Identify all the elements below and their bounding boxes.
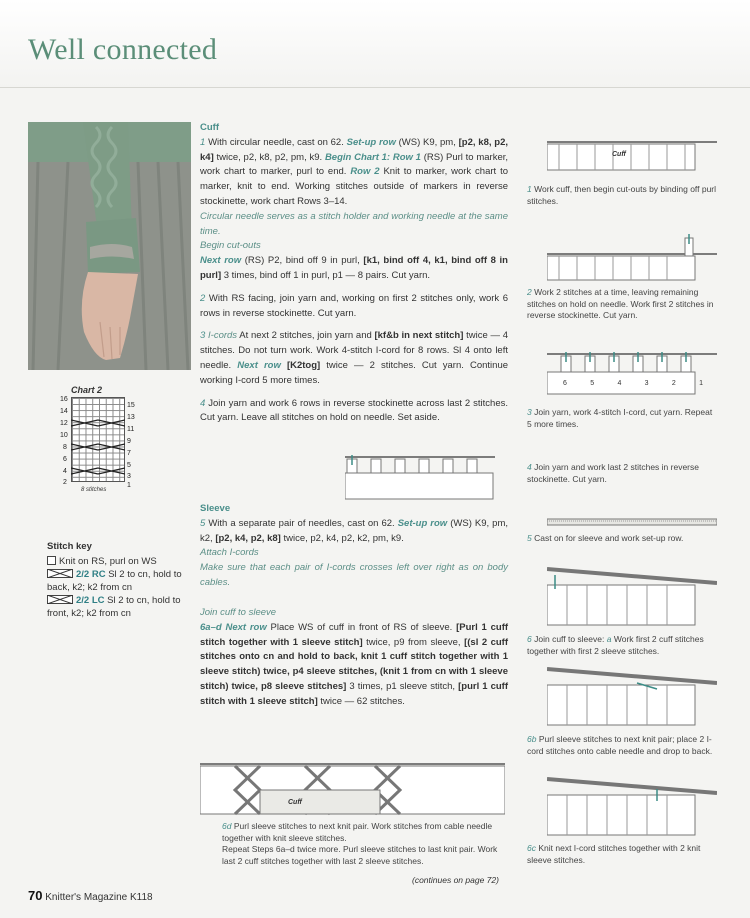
key-rc-text: Sl 2 to cn, hold to back, k2; k2 from cn <box>47 569 182 593</box>
text: (WS) K9, pm, <box>398 136 456 148</box>
text: 3 times, p1 sleeve stitch, <box>349 680 456 692</box>
row-num: 7 <box>127 450 131 457</box>
row-num: 3 <box>127 473 131 480</box>
page-footer <box>28 888 153 903</box>
caption-number: 3 <box>527 407 532 417</box>
text: (RS) Purl to marker, work chart to marker, purl to end. <box>200 151 509 178</box>
page-title: Well connected <box>28 33 218 66</box>
diagram-2 <box>547 232 717 282</box>
diagram-6c <box>547 775 717 837</box>
text: twice, p9 from sleeve, <box>366 636 461 648</box>
row-num: 15 <box>127 402 135 409</box>
diagram-4 <box>345 455 495 501</box>
step-number: 6a–d <box>200 621 222 633</box>
cutout-row <box>200 254 508 284</box>
key-lc <box>47 594 187 620</box>
step-2 <box>200 292 508 322</box>
cuff-label-6d: Cuff <box>288 799 302 806</box>
sleeve-heading: Sleeve <box>200 503 231 514</box>
icord-number: 1 <box>699 380 703 387</box>
text: (WS) K9, pm, k2, <box>200 517 509 544</box>
text: twice — 2 stitches. Cut yarn. Continue working I-cord 5 more times. <box>200 359 509 386</box>
step-4 <box>200 397 508 427</box>
caption-number: 6 <box>527 634 532 644</box>
text: Begin Chart 1: Row 1 <box>324 151 421 163</box>
text: twice, p2, k8, p2, pm, k9. <box>216 151 323 163</box>
text: Join yarn and work last 2 stitches in reverse stockinette. Cut yarn. <box>527 462 699 484</box>
text: Next row <box>200 255 242 267</box>
icord-number: 5 <box>590 380 595 387</box>
diagram-3 <box>547 350 717 396</box>
subheading: Join cuff to sleeve <box>200 607 277 618</box>
text: twice — 4 stitches. Do not turn work. Work 4-stitch I-cord for 8 rows. Sl 4 onto left needle. <box>200 330 508 371</box>
text: Join cuff to sleeve: <box>534 634 605 644</box>
text: With RS facing, join yarn and, working on first 2 stitches only, work 6 rows in reverse stockinette. Cut yarn. <box>200 292 509 319</box>
sweater-cuff-photo <box>28 122 191 370</box>
step-3 <box>200 329 508 388</box>
cuff-heading: Cuff <box>200 122 219 133</box>
text: (RS) P2, bind off 9 in purl, <box>244 255 360 267</box>
text: [k1, bind off 4, k1, bind off 8 in purl] <box>200 255 508 281</box>
row-num: 13 <box>127 414 135 421</box>
right-cross-icon <box>47 569 73 578</box>
step-1 <box>200 136 508 210</box>
cuff-label: Cuff <box>612 151 626 158</box>
text: Next row <box>237 359 281 371</box>
icord-number: 4 <box>617 380 622 387</box>
diagram-6b <box>547 665 717 727</box>
text: Work cuff, then begin cut-outs by binding off purl stitches. <box>527 184 717 206</box>
step-number: 5 <box>200 517 206 529</box>
text: Knit next I-cord stitches together with 2 knit sleeve stitches. <box>527 843 701 865</box>
key-rc <box>47 568 187 594</box>
note: Make sure that each pair of I-cords crosses left over right as on body cables. <box>200 562 508 588</box>
text: Place WS of cuff in front of RS of sleeve. <box>270 621 453 633</box>
text: [kf&b in next stitch] <box>374 330 464 342</box>
left-cross-icon <box>47 595 73 604</box>
caption-number: 6b <box>527 734 537 744</box>
text: Purl sleeve stitches to next knit pair. Work stitches from cable needle together with knit sleeve stitches. <box>222 821 493 843</box>
diagram-6a <box>547 565 717 627</box>
text: Cast on for sleeve and work set-up row. <box>534 533 684 543</box>
caption-6a <box>527 634 717 657</box>
text: [purl 1 cuff stitch with 1 sleeve stitch] <box>200 680 509 707</box>
page-number: 70 <box>28 888 43 903</box>
step-number: 3 <box>200 330 206 342</box>
chart-2 <box>55 385 135 515</box>
text: Repeat Steps 6a–d twice more. Purl sleeve stitches to last knit pair. Work last 2 cuff stitches together with last 2 sleeve stitches. <box>222 844 498 866</box>
row-num: 11 <box>127 426 135 433</box>
row-num: 1 <box>127 482 131 489</box>
row-num: 2 <box>63 479 67 486</box>
text: [K2tog] <box>286 359 321 371</box>
text: Purl sleeve stitches to next knit pair; place 2 I-cord stitches onto cable needle and drop to back. <box>527 734 713 756</box>
text: Join yarn, work 4-stitch I-cord, cut yarn. Repeat 5 more times. <box>527 407 713 429</box>
text: Work 2 stitches at a time, leaving remaining stitches on hold on needle. Work first 2 stitches in reverse stockinette. Cut yarn. <box>527 287 714 320</box>
caption-1 <box>527 184 717 207</box>
row-num: 14 <box>60 408 68 415</box>
caption-6b <box>527 734 717 757</box>
row-num: 12 <box>60 420 68 427</box>
text: With a separate pair of needles, cast on 62. <box>208 517 395 529</box>
note: Circular needle serves as a stitch holder and working needle at the same time. <box>200 210 508 237</box>
text: a <box>606 634 612 644</box>
diagram-5 <box>547 515 717 529</box>
step-6 <box>200 621 508 710</box>
text: [p2, k8, p2, k4] <box>200 136 508 163</box>
caption-number: 5 <box>527 533 532 543</box>
page-header <box>0 0 750 88</box>
icord-numbers <box>563 380 703 387</box>
caption-number: 2 <box>527 287 532 297</box>
caption-number: 6c <box>527 843 536 853</box>
caption-number: 1 <box>527 184 532 194</box>
text: With circular needle, cast on 62. <box>208 136 344 148</box>
caption-6d <box>222 821 508 867</box>
row-num: 9 <box>127 438 131 445</box>
row-num: 4 <box>63 468 67 475</box>
row-num: 10 <box>60 432 68 439</box>
text: [Purl 1 cuff stitch together with 1 sleeve stitch] <box>200 621 509 648</box>
caption-3 <box>527 407 717 430</box>
subheading: Attach I-cords <box>200 547 259 559</box>
text: [(sl 2 cuff stitches onto cn and hold to back, knit 1 cuff stitch together with 1 sleeve stitch) twice, p4 sleeve stitches, (knit 1 from cn with 1 sleeve stitch) twice, p8 sleeve stitches] <box>200 636 509 692</box>
caption-2 <box>527 287 717 322</box>
text: Work first 2 cuff stitches together with first 2 sleeve stitches. <box>527 634 704 656</box>
stitch-key-title: Stitch key <box>47 541 92 552</box>
caption-number: 4 <box>527 462 532 472</box>
caption-number: 6d <box>222 821 232 831</box>
step-number: 4 <box>200 397 206 409</box>
text: I-cords <box>208 330 238 342</box>
icord-number: 2 <box>671 380 676 387</box>
text: twice — 62 stitches. <box>320 695 405 707</box>
row-num: 16 <box>60 396 68 403</box>
key-knit-label: Knit on RS, purl on WS <box>59 556 157 567</box>
row-num: 8 <box>63 444 67 451</box>
continues-note: (continues on page 72) <box>412 875 499 885</box>
icord-number: 6 <box>563 380 567 387</box>
text: twice, p2, k4, p2, k2, pm, k9. <box>283 532 404 544</box>
text: Set-up row <box>397 517 448 529</box>
step-5 <box>200 517 508 547</box>
caption-4 <box>527 462 717 485</box>
icord-number: 3 <box>644 380 649 387</box>
caption-5 <box>527 533 717 545</box>
step-number: 2 <box>200 292 206 304</box>
diagram-1 <box>547 140 717 172</box>
text: Set-up row <box>346 136 396 148</box>
key-lc-code: 2/2 LC <box>76 595 105 606</box>
chart-title: Chart 2 <box>71 385 103 395</box>
text: Row 2 <box>350 166 380 178</box>
text: Next row <box>225 621 267 633</box>
sleeve-instructions <box>200 502 508 591</box>
caption-6c <box>527 843 717 866</box>
magazine-title: Knitter's Magazine K118 <box>45 892 153 903</box>
key-rc-code: 2/2 RC <box>76 569 106 580</box>
knit-square-icon <box>47 556 56 565</box>
key-knit <box>47 555 187 568</box>
row-num: 6 <box>63 456 67 463</box>
diagram-6d <box>200 760 505 816</box>
stitch-count-label: 8 stitches <box>81 487 107 493</box>
join-instructions <box>200 606 508 710</box>
text: 3 times, bind off 1 in purl, p1 — 8 pairs. Cut yarn. <box>223 269 431 281</box>
text: Knit to marker, work chart to marker, knit to end. Working stitches outside of markers in reverse stockinette, work chart Rows 3–14. <box>200 166 508 207</box>
key-lc-text: Sl 2 to cn, hold to front, k2; k2 from cn <box>47 595 181 619</box>
row-num: 5 <box>127 462 131 469</box>
subheading: Begin cut-outs <box>200 240 261 252</box>
text: [p2, k4, p2, k8] <box>215 532 281 544</box>
step-number: 1 <box>200 136 206 148</box>
cable-symbols <box>71 397 125 482</box>
text: At next 2 stitches, join yarn and <box>239 330 372 342</box>
stitch-key <box>47 540 187 620</box>
text: Join yarn and work 6 rows in reverse stockinette across last 2 stitches. Cut yarn. Leave all stitches on hold on needle. Set aside. <box>200 397 508 424</box>
cuff-instructions <box>200 121 508 426</box>
